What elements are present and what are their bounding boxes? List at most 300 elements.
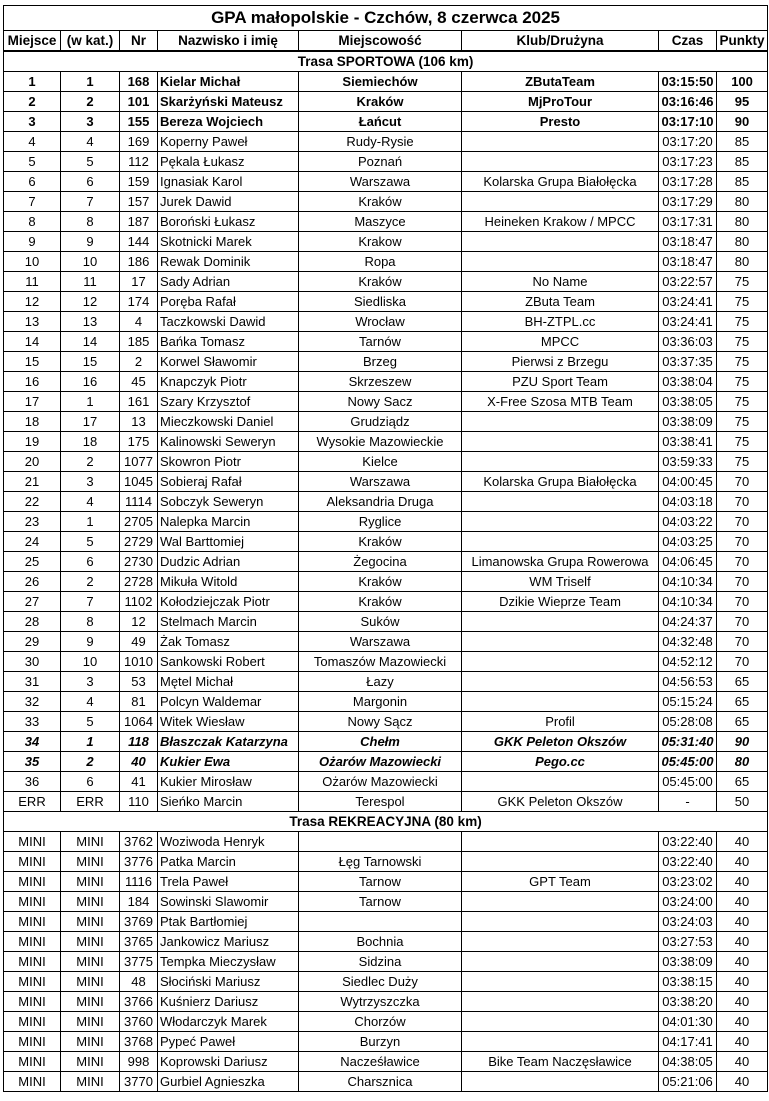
cell-points: 70 <box>717 472 768 492</box>
cell-time: 04:24:37 <box>659 612 717 632</box>
cell-points: 75 <box>717 332 768 352</box>
cell-points: 75 <box>717 352 768 372</box>
cell-name: Żak Tomasz <box>158 632 299 652</box>
cell-points: 70 <box>717 552 768 572</box>
cell-club: WM Triself <box>462 572 659 592</box>
cell-name: Stelmach Marcin <box>158 612 299 632</box>
results-table <box>3 5 768 1092</box>
cell-time: 03:38:09 <box>659 952 717 972</box>
table-row <box>4 472 768 492</box>
cell-time: 03:38:05 <box>659 392 717 412</box>
cell-points: 90 <box>717 112 768 132</box>
cell-number: 168 <box>120 72 158 92</box>
cell-category-place: MINI <box>61 1052 120 1072</box>
cell-points: 40 <box>717 872 768 892</box>
cell-club <box>462 192 659 212</box>
header-place: Miejsce <box>4 31 61 52</box>
cell-time: 05:45:00 <box>659 772 717 792</box>
cell-place: 20 <box>4 452 61 472</box>
cell-category-place: 4 <box>61 132 120 152</box>
cell-city: Skrzeszew <box>299 372 462 392</box>
cell-name: Pękala Łukasz <box>158 152 299 172</box>
cell-club <box>462 152 659 172</box>
cell-club <box>462 492 659 512</box>
cell-name: Kalinowski Seweryn <box>158 432 299 452</box>
cell-club <box>462 652 659 672</box>
cell-points: 75 <box>717 452 768 472</box>
table-row <box>4 912 768 932</box>
cell-place: 3 <box>4 112 61 132</box>
cell-city: Nowy Sacz <box>299 392 462 412</box>
cell-place: MINI <box>4 832 61 852</box>
cell-points: 40 <box>717 1072 768 1092</box>
cell-name: Sieńko Marcin <box>158 792 299 812</box>
cell-points: 85 <box>717 152 768 172</box>
page-title: GPA małopolskie - Czchów, 8 czerwca 2025 <box>4 6 768 31</box>
cell-points: 80 <box>717 212 768 232</box>
cell-points: 70 <box>717 512 768 532</box>
cell-category-place: MINI <box>61 1072 120 1092</box>
cell-time: 03:18:47 <box>659 232 717 252</box>
cell-points: 75 <box>717 412 768 432</box>
cell-number: 2728 <box>120 572 158 592</box>
cell-name: Gurbiel Agnieszka <box>158 1072 299 1092</box>
cell-name: Sobczyk Seweryn <box>158 492 299 512</box>
cell-place: 18 <box>4 412 61 432</box>
cell-club <box>462 952 659 972</box>
cell-time: 03:27:53 <box>659 932 717 952</box>
table-row <box>4 672 768 692</box>
cell-time: 04:17:41 <box>659 1032 717 1052</box>
table-row <box>4 552 768 572</box>
table-row <box>4 172 768 192</box>
table-row <box>4 732 768 752</box>
cell-club: ZButaTeam <box>462 72 659 92</box>
header-category-place: (w kat.) <box>61 31 120 52</box>
cell-category-place: MINI <box>61 1012 120 1032</box>
section-title: Trasa SPORTOWA (106 km) <box>4 51 768 72</box>
cell-number: 161 <box>120 392 158 412</box>
cell-city: Tarnow <box>299 892 462 912</box>
cell-city: Warszawa <box>299 632 462 652</box>
cell-city: Siedlec Duży <box>299 972 462 992</box>
cell-number: 3765 <box>120 932 158 952</box>
cell-place: 8 <box>4 212 61 232</box>
cell-time: 03:38:09 <box>659 412 717 432</box>
cell-category-place: 14 <box>61 332 120 352</box>
cell-points: 80 <box>717 192 768 212</box>
cell-time: 05:45:00 <box>659 752 717 772</box>
cell-number: 3762 <box>120 832 158 852</box>
cell-points: 70 <box>717 572 768 592</box>
table-row <box>4 572 768 592</box>
cell-name: Mikuła Witold <box>158 572 299 592</box>
cell-place: MINI <box>4 872 61 892</box>
cell-city: Łańcut <box>299 112 462 132</box>
cell-time: 04:03:25 <box>659 532 717 552</box>
cell-city: Nacześławice <box>299 1052 462 1072</box>
cell-place: MINI <box>4 1032 61 1052</box>
cell-name: Ignasiak Karol <box>158 172 299 192</box>
cell-club <box>462 772 659 792</box>
table-row <box>4 772 768 792</box>
cell-city: Kraków <box>299 92 462 112</box>
cell-city: Kraków <box>299 532 462 552</box>
table-row <box>4 72 768 92</box>
cell-club: MjProTour <box>462 92 659 112</box>
cell-club <box>462 932 659 952</box>
cell-name: Nalepka Marcin <box>158 512 299 532</box>
cell-number: 1114 <box>120 492 158 512</box>
cell-place: 7 <box>4 192 61 212</box>
cell-city: Kraków <box>299 572 462 592</box>
cell-place: 28 <box>4 612 61 632</box>
header-club: Klub/Drużyna <box>462 31 659 52</box>
cell-category-place: 6 <box>61 552 120 572</box>
cell-points: 40 <box>717 832 768 852</box>
table-row <box>4 292 768 312</box>
cell-category-place: 7 <box>61 192 120 212</box>
cell-city: Kraków <box>299 272 462 292</box>
cell-number: 998 <box>120 1052 158 1072</box>
cell-city: Margonin <box>299 692 462 712</box>
cell-place: 29 <box>4 632 61 652</box>
cell-club: Pierwsi z Brzegu <box>462 352 659 372</box>
cell-name: Witek Wiesław <box>158 712 299 732</box>
cell-name: Jankowicz Mariusz <box>158 932 299 952</box>
table-row <box>4 212 768 232</box>
cell-city: Tarnów <box>299 332 462 352</box>
cell-time: 03:17:23 <box>659 152 717 172</box>
cell-category-place: MINI <box>61 852 120 872</box>
cell-club <box>462 972 659 992</box>
cell-name: Sankowski Robert <box>158 652 299 672</box>
cell-number: 112 <box>120 152 158 172</box>
cell-name: Kukier Mirosław <box>158 772 299 792</box>
cell-points: 80 <box>717 232 768 252</box>
cell-number: 169 <box>120 132 158 152</box>
cell-name: Sady Adrian <box>158 272 299 292</box>
cell-place: 32 <box>4 692 61 712</box>
cell-place: 17 <box>4 392 61 412</box>
cell-number: 184 <box>120 892 158 912</box>
cell-category-place: 13 <box>61 312 120 332</box>
cell-time: 03:22:57 <box>659 272 717 292</box>
cell-category-place: 6 <box>61 172 120 192</box>
cell-number: 3768 <box>120 1032 158 1052</box>
cell-city: Kraków <box>299 592 462 612</box>
cell-city: Łazy <box>299 672 462 692</box>
cell-place: MINI <box>4 852 61 872</box>
cell-club: Kolarska Grupa Białołęcka <box>462 172 659 192</box>
cell-city: Aleksandria Druga <box>299 492 462 512</box>
table-row <box>4 532 768 552</box>
cell-category-place: 12 <box>61 292 120 312</box>
cell-city: Warszawa <box>299 172 462 192</box>
table-row <box>4 232 768 252</box>
table-row <box>4 332 768 352</box>
cell-city: Ożarów Mazowiecki <box>299 752 462 772</box>
table-row <box>4 352 768 372</box>
cell-club: Profil <box>462 712 659 732</box>
cell-number: 81 <box>120 692 158 712</box>
cell-club <box>462 232 659 252</box>
cell-number: 1064 <box>120 712 158 732</box>
cell-category-place: 10 <box>61 252 120 272</box>
table-row <box>4 492 768 512</box>
cell-category-place: 3 <box>61 672 120 692</box>
cell-points: 40 <box>717 892 768 912</box>
cell-name: Kielar Michał <box>158 72 299 92</box>
cell-place: 23 <box>4 512 61 532</box>
cell-place: 13 <box>4 312 61 332</box>
table-row <box>4 632 768 652</box>
cell-city: Burzyn <box>299 1032 462 1052</box>
cell-city: Tomaszów Mazowiecki <box>299 652 462 672</box>
cell-time: 03:22:40 <box>659 832 717 852</box>
cell-place: MINI <box>4 952 61 972</box>
cell-club: Heineken Krakow / MPCC <box>462 212 659 232</box>
cell-time: 05:15:24 <box>659 692 717 712</box>
cell-place: 5 <box>4 152 61 172</box>
cell-club <box>462 832 659 852</box>
cell-time: 03:37:35 <box>659 352 717 372</box>
cell-club <box>462 612 659 632</box>
cell-place: MINI <box>4 1052 61 1072</box>
cell-category-place: 9 <box>61 632 120 652</box>
cell-number: 3760 <box>120 1012 158 1032</box>
cell-number: 4 <box>120 312 158 332</box>
cell-city: Brzeg <box>299 352 462 372</box>
cell-category-place: 5 <box>61 152 120 172</box>
cell-number: 155 <box>120 112 158 132</box>
cell-category-place: 5 <box>61 712 120 732</box>
cell-time: 03:59:33 <box>659 452 717 472</box>
cell-time: 03:38:20 <box>659 992 717 1012</box>
cell-city: Siemiechów <box>299 72 462 92</box>
cell-number: 53 <box>120 672 158 692</box>
cell-category-place: 10 <box>61 652 120 672</box>
cell-name: Koprowski Dariusz <box>158 1052 299 1072</box>
header-name: Nazwisko i imię <box>158 31 299 52</box>
cell-name: Szary Krzysztof <box>158 392 299 412</box>
cell-place: 15 <box>4 352 61 372</box>
cell-name: Skotnicki Marek <box>158 232 299 252</box>
cell-time: 03:22:40 <box>659 852 717 872</box>
cell-place: 14 <box>4 332 61 352</box>
cell-city <box>299 912 462 932</box>
cell-number: 41 <box>120 772 158 792</box>
cell-time: 04:38:05 <box>659 1052 717 1072</box>
cell-club <box>462 1072 659 1092</box>
cell-number: 2705 <box>120 512 158 532</box>
table-row <box>4 952 768 972</box>
table-row <box>4 512 768 532</box>
cell-points: 40 <box>717 852 768 872</box>
cell-name: Taczkowski Dawid <box>158 312 299 332</box>
cell-points: 95 <box>717 92 768 112</box>
cell-club: Dzikie Wieprze Team <box>462 592 659 612</box>
cell-number: 1077 <box>120 452 158 472</box>
cell-time: 04:01:30 <box>659 1012 717 1032</box>
cell-place: MINI <box>4 1012 61 1032</box>
cell-name: Słociński Mariusz <box>158 972 299 992</box>
cell-category-place: 6 <box>61 772 120 792</box>
cell-time: 04:03:18 <box>659 492 717 512</box>
cell-city: Grudziądz <box>299 412 462 432</box>
cell-points: 40 <box>717 912 768 932</box>
cell-number: 187 <box>120 212 158 232</box>
cell-club: PZU Sport Team <box>462 372 659 392</box>
cell-category-place: 1 <box>61 512 120 532</box>
cell-club <box>462 912 659 932</box>
cell-points: 65 <box>717 712 768 732</box>
cell-points: 100 <box>717 72 768 92</box>
table-row <box>4 1052 768 1072</box>
cell-club: GKK Peleton Okszów <box>462 732 659 752</box>
cell-category-place: 15 <box>61 352 120 372</box>
cell-club <box>462 452 659 472</box>
cell-place: 16 <box>4 372 61 392</box>
cell-time: 04:03:22 <box>659 512 717 532</box>
cell-city: Suków <box>299 612 462 632</box>
cell-time: 03:38:04 <box>659 372 717 392</box>
cell-time: 03:17:20 <box>659 132 717 152</box>
cell-club: ZButa Team <box>462 292 659 312</box>
cell-time: - <box>659 792 717 812</box>
cell-club <box>462 852 659 872</box>
cell-club <box>462 692 659 712</box>
cell-club: Pego.cc <box>462 752 659 772</box>
cell-time: 04:56:53 <box>659 672 717 692</box>
table-row <box>4 312 768 332</box>
cell-place: 24 <box>4 532 61 552</box>
cell-points: 40 <box>717 952 768 972</box>
cell-city <box>299 832 462 852</box>
cell-club <box>462 132 659 152</box>
cell-category-place: MINI <box>61 1032 120 1052</box>
cell-place: MINI <box>4 892 61 912</box>
cell-name: Trela Paweł <box>158 872 299 892</box>
table-row <box>4 432 768 452</box>
cell-club: MPCC <box>462 332 659 352</box>
cell-club: Bike Team Naczęsławice <box>462 1052 659 1072</box>
cell-club: X-Free Szosa MTB Team <box>462 392 659 412</box>
cell-place: 9 <box>4 232 61 252</box>
cell-category-place: 1 <box>61 732 120 752</box>
cell-time: 04:10:34 <box>659 592 717 612</box>
cell-time: 03:38:41 <box>659 432 717 452</box>
cell-place: 4 <box>4 132 61 152</box>
cell-points: 90 <box>717 732 768 752</box>
cell-category-place: 8 <box>61 212 120 232</box>
cell-name: Mieczkowski Daniel <box>158 412 299 432</box>
cell-name: Polcyn Waldemar <box>158 692 299 712</box>
table-row <box>4 372 768 392</box>
table-row <box>4 612 768 632</box>
cell-place: 33 <box>4 712 61 732</box>
cell-time: 05:28:08 <box>659 712 717 732</box>
cell-time: 03:23:02 <box>659 872 717 892</box>
cell-number: 3770 <box>120 1072 158 1092</box>
cell-name: Jurek Dawid <box>158 192 299 212</box>
cell-name: Włodarczyk Marek <box>158 1012 299 1032</box>
cell-name: Bańka Tomasz <box>158 332 299 352</box>
cell-club <box>462 632 659 652</box>
cell-number: 45 <box>120 372 158 392</box>
cell-place: 2 <box>4 92 61 112</box>
cell-place: 26 <box>4 572 61 592</box>
cell-points: 65 <box>717 772 768 792</box>
cell-club: Limanowska Grupa Rowerowa <box>462 552 659 572</box>
cell-place: 11 <box>4 272 61 292</box>
cell-time: 03:36:03 <box>659 332 717 352</box>
cell-city: Wytrzyszczka <box>299 992 462 1012</box>
table-row <box>4 392 768 412</box>
cell-name: Kołodziejczak Piotr <box>158 592 299 612</box>
cell-place: 10 <box>4 252 61 272</box>
title-row <box>4 6 768 31</box>
cell-place: 30 <box>4 652 61 672</box>
cell-category-place: MINI <box>61 972 120 992</box>
cell-time: 03:24:41 <box>659 312 717 332</box>
cell-name: Patka Marcin <box>158 852 299 872</box>
header-number: Nr <box>120 31 158 52</box>
cell-club <box>462 252 659 272</box>
cell-points: 65 <box>717 672 768 692</box>
cell-name: Kukier Ewa <box>158 752 299 772</box>
cell-name: Wal Barttomiej <box>158 532 299 552</box>
cell-name: Błaszczak Katarzyna <box>158 732 299 752</box>
cell-points: 75 <box>717 392 768 412</box>
cell-city: Siedliska <box>299 292 462 312</box>
cell-name: Dudzic Adrian <box>158 552 299 572</box>
cell-points: 75 <box>717 372 768 392</box>
cell-category-place: 16 <box>61 372 120 392</box>
cell-place: MINI <box>4 972 61 992</box>
cell-name: Sobieraj Rafał <box>158 472 299 492</box>
cell-points: 70 <box>717 652 768 672</box>
cell-category-place: MINI <box>61 912 120 932</box>
cell-place: 21 <box>4 472 61 492</box>
cell-time: 05:21:06 <box>659 1072 717 1092</box>
cell-category-place: 9 <box>61 232 120 252</box>
cell-category-place: MINI <box>61 952 120 972</box>
cell-time: 03:17:31 <box>659 212 717 232</box>
cell-name: Sowinski Slawomir <box>158 892 299 912</box>
table-row <box>4 192 768 212</box>
table-row <box>4 132 768 152</box>
cell-name: Skarżyński Mateusz <box>158 92 299 112</box>
cell-time: 03:18:47 <box>659 252 717 272</box>
cell-city: Poznań <box>299 152 462 172</box>
cell-category-place: 2 <box>61 572 120 592</box>
cell-category-place: MINI <box>61 992 120 1012</box>
cell-category-place: MINI <box>61 932 120 952</box>
cell-place: MINI <box>4 912 61 932</box>
cell-category-place: 8 <box>61 612 120 632</box>
cell-points: 70 <box>717 612 768 632</box>
table-row <box>4 972 768 992</box>
table-row <box>4 892 768 912</box>
cell-city: Charsznica <box>299 1072 462 1092</box>
table-row <box>4 592 768 612</box>
cell-points: 40 <box>717 1052 768 1072</box>
cell-time: 04:52:12 <box>659 652 717 672</box>
cell-club <box>462 432 659 452</box>
cell-city: Wysokie Mazowieckie <box>299 432 462 452</box>
cell-club <box>462 672 659 692</box>
